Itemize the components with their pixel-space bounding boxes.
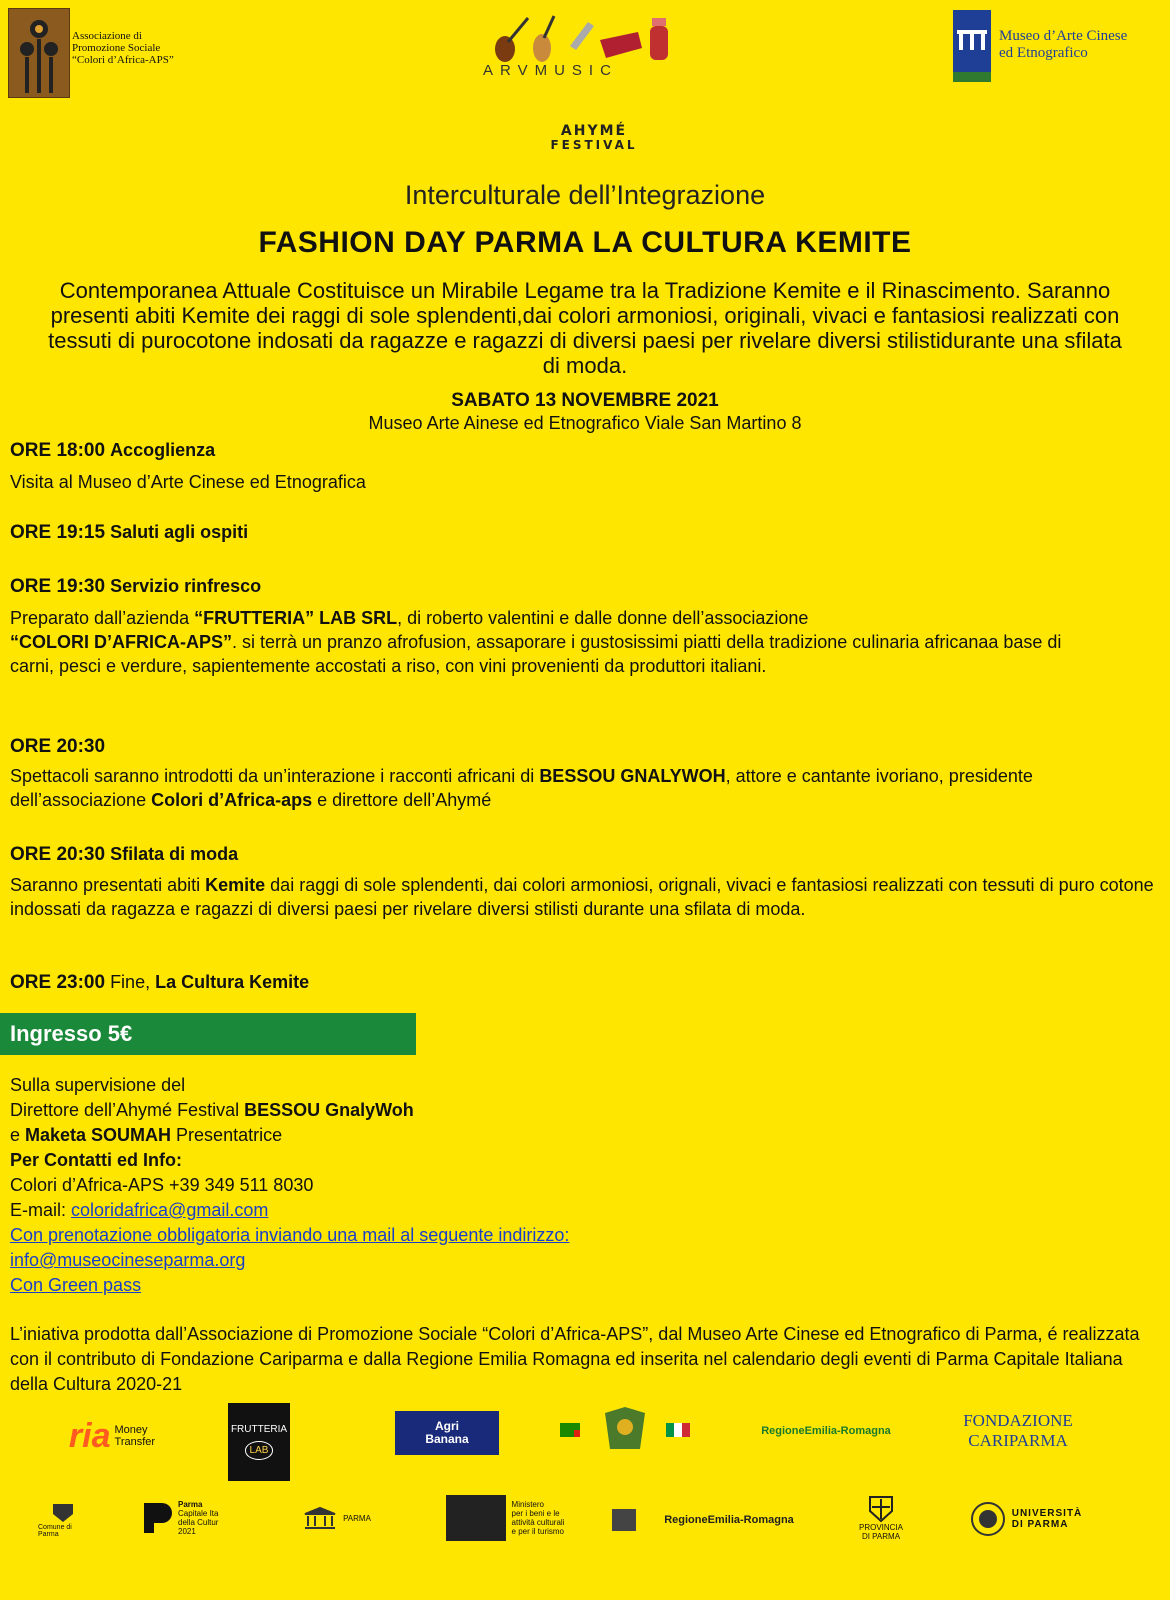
schedule-item-1: [10, 439, 1160, 462]
ministero-emblem-icon: [446, 1495, 506, 1541]
fondazione-text-1: FONDAZIONE: [963, 1411, 1073, 1430]
presenter-line: [10, 1123, 910, 1148]
festival-name: AHYMÉ: [560, 123, 628, 139]
museo-name: [999, 28, 1127, 62]
schedule-time: ORE 23:00: [10, 972, 106, 993]
email-link[interactable]: coloridafrica@gmail.com: [71, 1200, 269, 1220]
universita-text: [1012, 1508, 1083, 1530]
company-name: “FRUTTERIA” LAB SRL: [194, 608, 398, 628]
intro-paragraph: Contemporanea Attuale Costituisce un Mirabile Legame tra la Tradizione Kemite e il Rinascimento. Saranno presenti abiti Kemite dei raggi di sole splendenti,dai colori armoniosi, originali, vivaci e fantasiosi realizzati con tessuti di purocotone indosati da ragazze e ragazzi di diversi paesi per rivelare diversi stilistidurante una sfilata di moda.: [48, 278, 1122, 378]
schedule-item-5: [10, 843, 1160, 866]
schedule-time: ORE 20:30: [10, 844, 106, 865]
ministero-text: [512, 1500, 565, 1536]
text-run: Spettacoli saranno introdotti da un’interazione i racconti africani di: [10, 766, 540, 786]
agribanana-logo: [395, 1411, 499, 1455]
agri-text-2: Banana: [425, 1432, 469, 1446]
contacts-heading-text: Per Contatti ed Info:: [10, 1150, 182, 1170]
text-run: Direttore dell’Ahymé Festival: [10, 1100, 245, 1120]
text-run: dai raggi di sole splendenti, dai colori armoniosi, orignali, vivaci e fantasiosi realizzati con tessuti di puro cotone indossati da ragazza e ragazzi di diversi paesi per rivelare diversi stilisti durante una sfilata di moda.: [10, 875, 1154, 919]
schedule-item-3: [10, 575, 1160, 598]
text-run: Presentatrice: [171, 1125, 283, 1145]
provincia-text-2: DI PARMA: [861, 1532, 901, 1541]
association-name-bold: Colori d’Africa-aps: [151, 790, 313, 810]
contacts-heading: [10, 1148, 910, 1173]
schedule-title: Sfilata di moda: [110, 844, 239, 864]
kemite-bold: Kemite: [205, 875, 266, 895]
parma-capitale-logo: [140, 1495, 240, 1541]
phone-line: Colori d’Africa-APS +39 349 511 8030: [10, 1175, 314, 1195]
ria-sub-2: Transfer: [114, 1436, 156, 1448]
arvmusic-text: ARVMUSIC: [483, 62, 618, 79]
sponsors-band: [0, 1397, 1170, 1600]
schedule-item-2: [10, 521, 1160, 544]
text-run: e direttore dell’Ahymé: [312, 790, 492, 810]
museum-email-link[interactable]: info@museocineseparma.org: [10, 1250, 246, 1270]
performer-name: BESSOU GNALYWOH: [539, 766, 726, 786]
booking-line: [10, 1223, 910, 1248]
ministero-logo: [430, 1493, 580, 1543]
page-title: FASHION DAY PARMA LA CULTURA KEMITE: [258, 226, 912, 259]
text-run: , attore e cantante ivoriano, presidente dell’associazione: [10, 766, 1033, 810]
association-logo: [8, 8, 70, 98]
fondazione-text-2: CARIPARMA: [968, 1431, 1068, 1450]
ministero-text-2: per i beni e le: [511, 1509, 560, 1518]
association-line-2: Promozione Sociale: [72, 42, 161, 54]
regione-text: RegioneEmilia-Romagna: [761, 1425, 891, 1437]
ria-subtext: [115, 1424, 156, 1448]
green-pass-line: [10, 1273, 910, 1298]
text-run: Preparato dall’azienda: [10, 608, 195, 628]
ria-text: ria: [68, 1416, 111, 1455]
parma-capitale-text: [178, 1500, 218, 1536]
masks-icon: [9, 9, 69, 97]
provincia-logo: [846, 1487, 916, 1549]
parma-sub-3: 2021: [178, 1527, 196, 1536]
flags-icon: [560, 1403, 690, 1463]
subtitle: Interculturale dell’Integrazione: [404, 180, 766, 210]
schedule-time: ORE 19:30: [10, 576, 106, 597]
schedule-desc-1: Visita al Museo d’Arte Cinese ed Etnografica: [10, 472, 366, 492]
text-run: E-mail:: [10, 1200, 72, 1220]
event-date: SABATO 13 NOVEMBRE 2021: [451, 390, 719, 411]
museo-line-2: ed Etnografico: [999, 45, 1088, 61]
regione-logo-2: [612, 1509, 822, 1531]
text-run: , di roberto valentini e dalle donne dell’associazione: [397, 608, 809, 628]
museo-line-1: Museo d’Arte Cinese: [999, 28, 1128, 44]
regione-text-2: RegioneEmilia-Romagna: [664, 1514, 794, 1526]
schedule-title: La Cultura Kemite: [155, 972, 310, 992]
association-line-1: Associazione di: [72, 30, 142, 42]
association-line-3: “Colori d’Africa-APS”: [72, 54, 174, 66]
email-line: [10, 1198, 910, 1223]
supervision-line: Sulla supervisione del: [10, 1075, 186, 1095]
schedule-time: ORE 19:15: [10, 522, 106, 543]
event-venue: Museo Arte Ainese ed Etnografico Viale San Martino 8: [368, 413, 802, 433]
crest-icon: [51, 1502, 75, 1524]
schedule-item-4: [10, 735, 1160, 758]
contacts-block: [10, 1073, 910, 1298]
temple-icon: [303, 1506, 337, 1530]
frutteria-logo: [228, 1403, 290, 1481]
unesco-parma-text: PARMA: [343, 1513, 371, 1523]
ministero-text-3: attività culturali: [511, 1518, 565, 1527]
regione-logo: [746, 1419, 906, 1443]
presenter-name: Maketa SOUMAH: [25, 1125, 172, 1145]
schedule-desc-4: [10, 764, 1100, 812]
parma-sub-2: della Cultur: [178, 1518, 219, 1527]
director-name: BESSOU GnalyWoh: [244, 1100, 414, 1120]
director-line: [10, 1098, 910, 1123]
ministero-text-4: e per il turismo: [511, 1527, 564, 1536]
entry-price-banner: Ingresso 5€: [0, 1013, 416, 1055]
association-name-bold: “COLORI D’AFRICA-APS”: [10, 632, 232, 652]
frutteria-lab: LAB: [245, 1441, 274, 1460]
flags-crest-logo: [560, 1403, 690, 1463]
ria-logo: [52, 1405, 172, 1467]
unesco-logo: [282, 1501, 392, 1535]
green-pass-link[interactable]: Con Green pass: [10, 1275, 142, 1295]
text-run: Saranno presentati abiti: [10, 875, 206, 895]
schedule-time: ORE 18:00: [10, 440, 106, 461]
universita-logo: [956, 1499, 1096, 1539]
association-name: [72, 30, 174, 66]
frutteria-text: FRUTTERIA: [230, 1424, 288, 1435]
instruments-icon: [470, 14, 700, 66]
fondazione-logo: [938, 1407, 1098, 1455]
universita-text-2: DI PARMA: [1011, 1519, 1069, 1530]
booking-link[interactable]: Con prenotazione obbligatoria inviando una mail al seguente indirizzo:: [10, 1225, 570, 1245]
schedule-title: Servizio rinfresco: [110, 576, 262, 596]
museum-email-line: [10, 1248, 910, 1273]
provincia-text-1: PROVINCIA: [858, 1523, 903, 1532]
comune-text: Comune di Parma: [38, 1524, 72, 1538]
text-run: . si terrà un pranzo afrofusion, assaporare i gustosissimi piatti della tradizione culinaria africanaa base di carni, pesci e verdure, sapientemente accostati a riso, con vini provenienti da produttori italiani.: [10, 632, 1062, 676]
ria-sub-1: Money: [114, 1424, 148, 1436]
ahyme-festival-logo: [504, 124, 684, 151]
text-run: e: [10, 1125, 26, 1145]
parma-text: Parma: [178, 1500, 203, 1509]
ministero-text-1: Ministero: [511, 1500, 544, 1509]
schedule-title: Accoglienza: [110, 440, 216, 460]
agri-text-1: Agri: [435, 1419, 459, 1433]
seal-icon: [970, 1501, 1006, 1537]
schedule-desc-5: [10, 873, 1160, 921]
schedule-item-6: [10, 971, 1160, 994]
festival-label: FESTIVAL: [550, 138, 638, 152]
comune-logo: [38, 1497, 88, 1543]
initiative-note: L’iniativa prodotta dall’Associazione di Promozione Sociale “Colori d’Africa-APS”, dal Museo Arte Cinese ed Etnografico di Parma, é realizzata con il contributo di Fondazione Cariparma e dalla Regione Emilia Romagna ed inserita nel calendario degli eventi di Parma Capitale Italiana della Cultura 2020-21: [10, 1324, 1140, 1394]
text-run: Fine,: [110, 972, 156, 992]
shield-icon: [868, 1495, 894, 1523]
schedule-title: Saluti agli ospiti: [110, 522, 249, 542]
p-icon: [140, 1501, 174, 1535]
schedule-time: ORE 20:30: [10, 736, 106, 757]
parma-sub-1: Capitale Ita: [178, 1509, 219, 1518]
museo-logo-icon: [953, 10, 991, 82]
universita-text-1: UNIVERSITÀ: [1011, 1508, 1083, 1519]
schedule-desc-3: [10, 606, 1070, 678]
